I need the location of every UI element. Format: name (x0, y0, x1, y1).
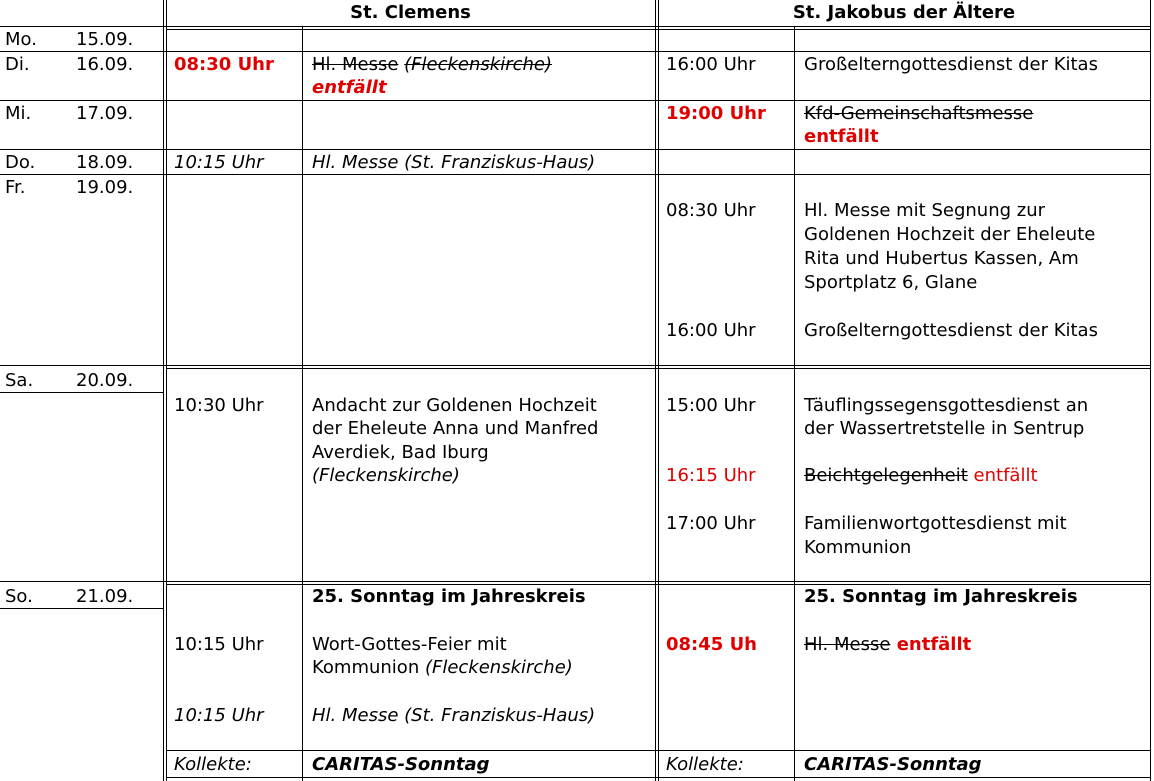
event-time: 10:15 Uhr (174, 705, 264, 726)
grid-hline (166, 777, 1151, 778)
grid-vline (655, 0, 656, 781)
grid-hline (0, 100, 1151, 101)
grid-hline (0, 51, 1151, 52)
event-time: 16:00 Uhr (666, 320, 756, 341)
event-time: 10:15 Uhr (174, 152, 264, 173)
date-label: 16.09. (76, 54, 134, 75)
event-time: 16:15 Uhr (666, 465, 756, 486)
event-status: entfällt (804, 126, 879, 147)
event-text-line: der Wassertretstelle in Sentrup (804, 418, 1085, 439)
event-place: (Fleckenskirche) (424, 657, 573, 678)
kollekte-value: CARITAS-Sonntag (312, 754, 490, 775)
event-text: Hl. Messe (St. Franziskus-Haus) (312, 705, 596, 726)
event-status: entfällt (312, 77, 387, 98)
grid-vline (658, 0, 659, 781)
event-text-line: Andacht zur Goldenen Hochzeit (312, 395, 597, 416)
day-label: Do. (5, 152, 36, 173)
event-text (804, 633, 971, 657)
grid-hline (166, 750, 1151, 751)
event-text: Großelterngottesdienst der Kitas (804, 320, 1098, 341)
event-text-line: Familienwortgottesdienst mit (804, 513, 1067, 534)
event-text-part: Kommunion (312, 657, 425, 678)
event-time: 15:00 Uhr (666, 395, 756, 416)
kollekte-label: Kollekte: (174, 754, 252, 775)
event-text (312, 53, 552, 77)
kollekte-label: Kollekte: (666, 754, 744, 775)
event-text-line: Sportplatz 6, Glane (804, 272, 978, 293)
date-label: 18.09. (76, 152, 134, 173)
grid-hline (166, 29, 1151, 30)
event-text: Kfd-Gemeinschaftsmesse (804, 103, 1034, 124)
kollekte-value: CARITAS-Sonntag (804, 754, 982, 775)
event-text: Hl. Messe (St. Franziskus-Haus) (312, 152, 596, 173)
day-label: So. (5, 586, 33, 607)
event-text-line: (Fleckenskirche) (312, 465, 460, 486)
event-text-line: der Eheleute Anna und Manfred (312, 418, 599, 439)
grid-vline (166, 0, 167, 781)
event-text (804, 464, 1038, 488)
day-label: Mi. (5, 103, 32, 124)
event-status: entfällt (890, 634, 972, 655)
event-place: (Fleckenskirche) (404, 54, 553, 75)
grid-hline (166, 368, 1151, 369)
day-label: Fr. (5, 177, 26, 198)
date-label: 15.09. (76, 29, 134, 50)
grid-hline (0, 581, 1151, 582)
event-text: Großelterngottesdienst der Kitas (804, 54, 1098, 75)
event-text-line (312, 656, 573, 680)
grid-hline (0, 149, 1151, 150)
date-label: 21.09. (76, 586, 134, 607)
date-label: 19.09. (76, 177, 134, 198)
event-time: 08:30 Uhr (174, 54, 274, 75)
event-text-line: Wort-Gottes-Feier mit (312, 634, 507, 655)
grid-hline (0, 26, 1151, 27)
grid-hline (0, 365, 1151, 366)
event-time: 08:30 Uhr (666, 200, 756, 221)
event-time: 16:00 Uhr (666, 54, 756, 75)
event-time: 10:30 Uhr (174, 395, 264, 416)
event-time: 08:45 Uh (666, 634, 757, 655)
day-label: Sa. (5, 370, 34, 391)
header-st-clemens: St. Clemens (350, 2, 471, 23)
event-time: 19:00 Uhr (666, 103, 766, 124)
sunday-heading: 25. Sonntag im Jahreskreis (804, 586, 1078, 607)
header-st-jakobus: St. Jakobus der Ältere (792, 2, 1016, 23)
event-title: Hl. Messe (804, 634, 891, 655)
event-text-line: Hl. Messe mit Segnung zur (804, 200, 1046, 221)
day-label: Di. (5, 54, 30, 75)
event-text-line: Goldenen Hochzeit der Eheleute (804, 224, 1096, 245)
day-label: Mo. (5, 29, 37, 50)
grid-vline (302, 26, 303, 781)
sunday-heading: 25. Sonntag im Jahreskreis (312, 586, 586, 607)
event-text-line: Averdiek, Bad Iburg (312, 442, 489, 463)
date-label: 20.09. (76, 370, 134, 391)
event-status: entfällt (967, 465, 1038, 486)
grid-vline (163, 0, 164, 781)
date-label: 17.09. (76, 103, 134, 124)
event-text-line: Kommunion (804, 537, 912, 558)
event-time: 10:15 Uhr (174, 634, 264, 655)
event-title: Hl. Messe (312, 54, 399, 75)
event-text-line: Rita und Hubertus Kassen, Am (804, 248, 1079, 269)
grid-vline (794, 26, 795, 781)
event-time: 17:00 Uhr (666, 513, 756, 534)
event-title: Beichtgelegenheit (804, 465, 968, 486)
event-text-line: Täuflingssegensgottesdienst an (804, 395, 1089, 416)
grid-vline (1150, 0, 1151, 781)
